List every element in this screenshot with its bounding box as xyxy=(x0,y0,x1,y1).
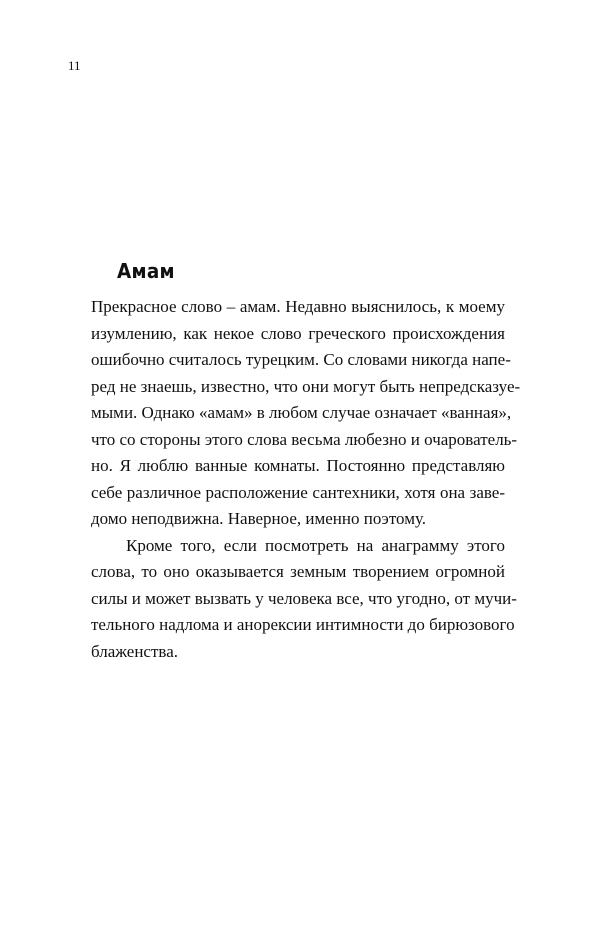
text-line: ред не знаешь, известно, что они могут быть непредсказуе- xyxy=(91,376,521,396)
text-line: слова, то оно оказывается земным творением огромной xyxy=(91,562,505,581)
page-number: 11 xyxy=(68,58,81,73)
text-line: но. Я люблю ванные комнаты. Постоянно представляю xyxy=(91,456,505,475)
text-line: ошибочно считалось турецким. Со словами никогда напе- xyxy=(91,350,511,369)
text-line: тельного надлома и анорексии интимности до бирюзового xyxy=(91,615,515,634)
text-line: изумлению, как некое слово греческого происхождения xyxy=(91,323,505,343)
text-line: что со стороны этого слова весьма любезно и очарователь- xyxy=(91,429,518,449)
text-line: мыми. Однако «амам» в любом случае означает «ванная», xyxy=(91,403,512,422)
text-line: силы и может вызвать у человека все, что угодно, от мучи- xyxy=(91,588,517,608)
text-line: Прекрасное слово – амам. Недавно выяснилось, к моему xyxy=(91,297,505,316)
chapter-title: Амам xyxy=(117,259,175,283)
text-line: домо неподвижна. Наверное, именно поэтому. xyxy=(91,509,427,528)
body-text xyxy=(91,294,521,665)
text-line: Кроме того, если посмотреть на анаграмму этого xyxy=(126,535,505,555)
text-line: блаженства. xyxy=(91,641,178,661)
text-line: себе различное расположение сантехники, хотя она заве- xyxy=(91,482,505,502)
